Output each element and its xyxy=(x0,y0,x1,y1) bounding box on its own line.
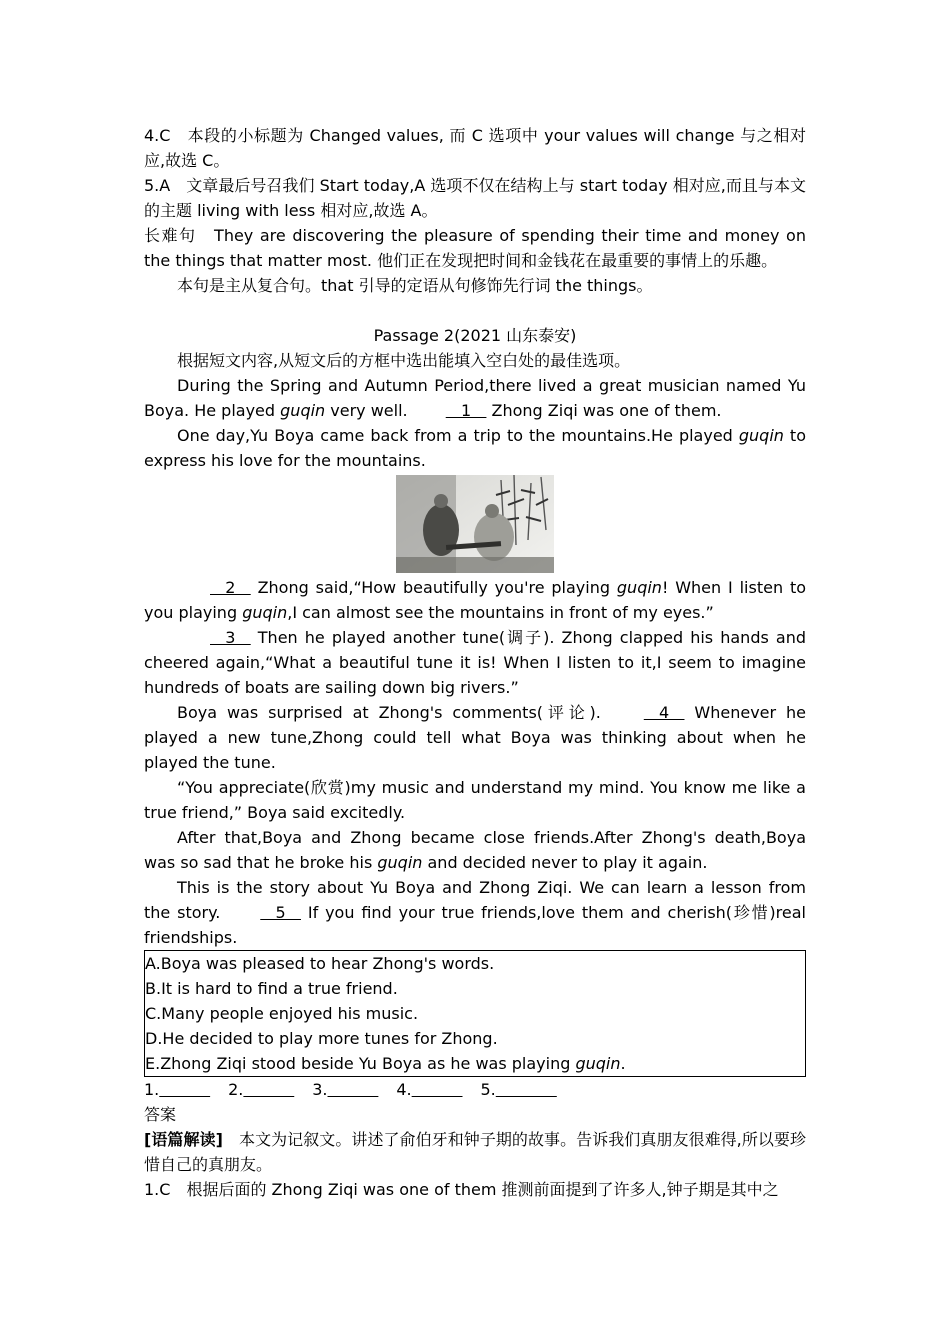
long-sentence: 长难句 They are discovering the pleasure of spending their time and money on the things that matter most. 他们正在发现把时间和金钱花在最重要的事情上的乐趣。 xyxy=(144,226,806,270)
answer-blank-4[interactable]: 4. xyxy=(396,1080,412,1099)
passage-title: Passage 2(2021 山东泰安) xyxy=(373,326,577,345)
option-a: A.Boya was pleased to hear Zhong's words. xyxy=(145,954,495,973)
answer-blank-3[interactable]: 3. xyxy=(312,1080,328,1099)
paragraph-5: Boya was surprised at Zhong's comments(评论). 4 Whenever he played a new tune,Zhong could tell what Boya was thinking about when he played the tune. xyxy=(144,700,806,775)
answer-blank-5[interactable]: 5. xyxy=(480,1080,496,1099)
blank-4: 4 xyxy=(643,703,685,722)
paragraph-7: After that,Boya and Zhong became close friends.After Zhong's death,Boya was so sad that he broke his guqin and decided never to play it again. xyxy=(144,828,806,872)
paragraph-3: 2 Zhong said,“How beautifully you're playing guqin! When I listen to you playing guqin,I can almost see the mountains in front of my eyes.” xyxy=(144,575,806,625)
blank-3: 3 xyxy=(210,628,251,647)
passage-instruction: 根据短文内容,从短文后的方框中选出能填入空白处的最佳选项。 xyxy=(177,351,631,370)
answer-blank-2[interactable]: 2. xyxy=(228,1080,244,1099)
blank-2: 2 xyxy=(210,578,251,597)
guqin-players-illustration xyxy=(396,475,554,573)
answer-1-explanation: 1.C 根据后面的 Zhong Ziqi was one of them 推测前面提到了许多人,钟子期是其中之 xyxy=(144,1180,779,1199)
blank-1: 1 xyxy=(445,401,487,420)
answer-blanks-line xyxy=(144,1077,806,1102)
option-c: C.Many people enjoyed his music. xyxy=(145,1004,419,1023)
option-e: E.Zhong Ziqi stood beside Yu Boya as he was playing guqin. xyxy=(145,1054,626,1073)
answer-heading: 答案 xyxy=(144,1105,177,1124)
options-box xyxy=(144,950,806,1077)
document-page xyxy=(144,123,806,1202)
paragraph-4: 3 Then he played another tune(调子). Zhong clapped his hands and cheered again,“What a beautiful tune it is! When I listen to it,I seem to imagine hundreds of boats are sailing down big rivers.” xyxy=(144,625,806,700)
paragraph-2: One day,Yu Boya came back from a trip to the mountains.He played guqin to express his love for the mountains. xyxy=(144,426,806,470)
blank-5: 5 xyxy=(260,903,301,922)
paragraph-8: This is the story about Yu Boya and Zhong Ziqi. We can learn a lesson from the story. 5 If you find your true friends,love them and cherish(珍惜)real friendships. xyxy=(144,878,806,947)
option-d: D.He decided to play more tunes for Zhong. xyxy=(145,1029,498,1048)
reading-analysis: [语篇解读] 本文为记叙文。讲述了俞伯牙和钟子期的故事。告诉我们真朋友很难得,所以要珍惜自己的真朋友。 xyxy=(144,1130,806,1174)
paragraph-1: During the Spring and Autumn Period,there lived a great musician named Yu Boya. He played guqin very well. 1 Zhong Ziqi was one of them. xyxy=(144,373,806,423)
illustration xyxy=(144,475,806,575)
answer-5: 5.A 文章最后号召我们 Start today,A 选项不仅在结构上与 start today 相对应,而且与本文的主题 living with less 相对应,故选 A。 xyxy=(144,176,806,220)
answer-4: 4.C 本段的小标题为 Changed values, 而 C 选项中 your values will change 与之相对应,故选 C。 xyxy=(144,126,806,170)
answer-blank-1[interactable]: 1. xyxy=(144,1080,160,1099)
option-b: B.It is hard to find a true friend. xyxy=(145,979,398,998)
long-sentence-note: 本句是主从复合句。that 引导的定语从句修饰先行词 the things。 xyxy=(177,276,653,295)
paragraph-6: “You appreciate(欣赏)my music and understand my mind. You know me like a true friend,” Boya said excitedly. xyxy=(144,778,806,822)
